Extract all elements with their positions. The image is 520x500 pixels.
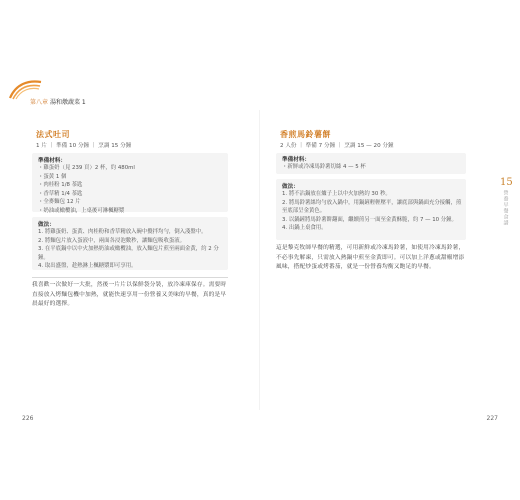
section-title: 湯和燉蔬菜 1 [49, 99, 86, 106]
steps-heading: 做法： [38, 222, 55, 228]
list-item: ・雞蛋奶（見 239 頁）2 杯，約 480ml [38, 165, 135, 171]
chapter-sidebar [500, 177, 512, 226]
list-item: ・肉桂粉 1/8 茶匙 [38, 182, 83, 188]
list-item: ・奶油或橄欖油，上桌後可淋楓糖漿 [38, 207, 125, 214]
ingredients-heading: 準備材料： [282, 157, 310, 163]
body-paragraph: 這是黎克牧師早餐的精選，可用新鮮或冷凍馬鈴薯，如使用冷凍馬鈴薯，不必事先解凍，只需放入熱鍋中煎至金黃即可。可以加上洋蔥或甜椒增添風味，搭配炒蛋或烤番茄，就是一份營養均衡又飽足的早餐。 [276, 245, 465, 270]
divider [32, 277, 228, 278]
ingredients-box [276, 153, 466, 174]
chapter-number: 15 [500, 177, 513, 188]
ingredients-box [32, 153, 228, 212]
list-item: 1. 將雞蛋奶、蛋黃、肉桂粉和香草精放入碗中攪拌均勻，倒入淺盤中。 [38, 229, 207, 235]
list-item: ・全麥麵包 12 片 [38, 199, 81, 205]
ingredients-list [38, 164, 226, 215]
recipe-meta: 2 人份 ｜ 準備 7 分鐘 ｜ 烹調 15 — 20 分鐘 [280, 143, 394, 149]
recipe-title: 香煎馬鈴薯餅 [280, 129, 331, 139]
list-item: ・香草精 1/4 茶匙 [38, 190, 83, 197]
right-page [260, 0, 520, 500]
chapter-label: 營養早餐食譜 [502, 190, 509, 226]
page-number: 226 [22, 415, 34, 422]
ingredients-heading: 準備材料： [38, 158, 66, 164]
list-item: 2. 將馬鈴薯絲均勻放入鍋中，用鍋鏟輕輕壓平，讓底部與鍋面充分接觸，煎至底部呈金黃色。 [282, 199, 462, 214]
list-item: ・新鮮或冷凍馬鈴薯切絲 4 — 5 杯 [282, 164, 366, 170]
list-item: 4. 出鍋上桌食用。 [282, 225, 327, 231]
recipe-title: 法式吐司 [36, 129, 70, 139]
list-item: 3. 以鍋鏟將馬鈴薯餅翻面，繼續煎另一面至金黃酥脆，約 7 — 10 分鐘。 [282, 216, 457, 223]
steps-box [32, 217, 228, 270]
book-label: 第八章 [30, 99, 49, 106]
list-item: 3. 在平底鍋中以中火加熱奶油或橄欖油，放入麵包片煎至兩面金黃，約 2 分鐘。 [38, 246, 219, 261]
steps-list [38, 228, 226, 271]
recipe-meta: 1 片 ｜ 準備 10 分鐘 ｜ 烹調 15 分鐘 [36, 143, 132, 149]
list-item: 4. 取出盛盤，趁熱淋上楓糖漿即可享用。 [38, 263, 137, 269]
steps-list [282, 190, 462, 233]
list-item: ・蛋黃 1 個 [38, 173, 67, 180]
list-item: 2. 將麵包片放入蛋液中，兩面各浸泡數秒，讓麵包吸收蛋液。 [38, 237, 186, 244]
body-paragraph: 我喜歡一次做好一大批，然後一片片以保鮮袋分裝，放冷凍庫保存。需要時直接放入烤麵包機中加熱，就能快速享用一份營養又美味的早餐，真的是早晨最好的選擇。 [32, 282, 227, 307]
steps-box [276, 179, 466, 240]
steps-heading: 做法： [282, 184, 299, 190]
list-item: 1. 將不沾鍋放在爐子上以中火加熱約 30 秒。 [282, 191, 391, 197]
page-number: 227 [486, 415, 498, 422]
